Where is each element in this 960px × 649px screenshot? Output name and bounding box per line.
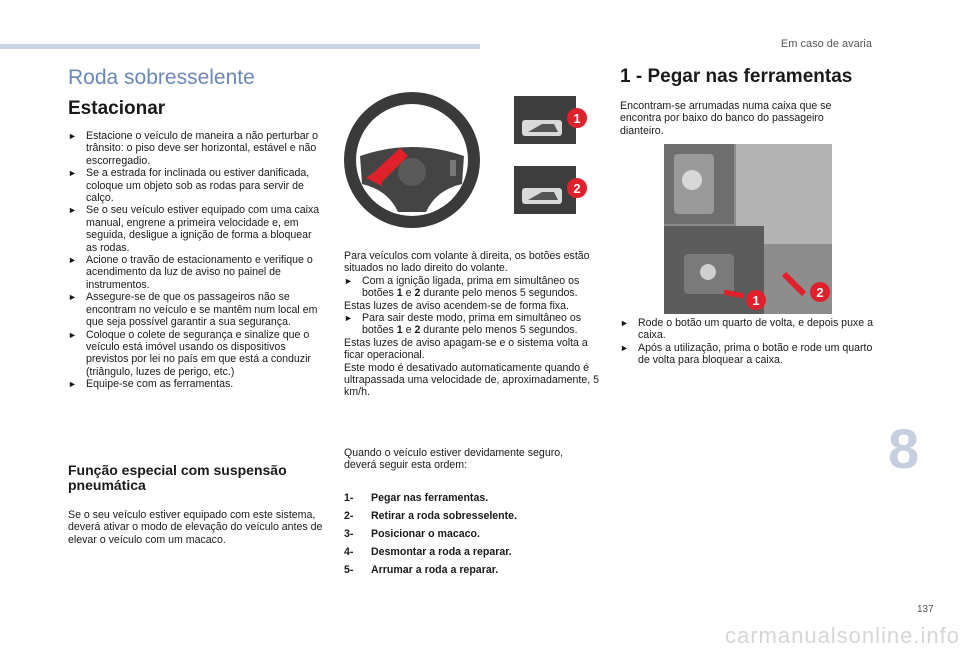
list-item: ► Rode o botão um quarto de volta, e depois puxe a caixa.: [620, 317, 873, 342]
suspension-mode-instructions: [344, 250, 602, 399]
paragraph: Para veículos com volante à direita, os botões estão situados no lado direito do volante.: [344, 250, 590, 275]
list-item: 3- Posicionar o macaco.: [344, 528, 480, 540]
bullet-icon: ►: [620, 318, 629, 328]
list-item: 1- Pegar nas ferramentas.: [344, 492, 489, 504]
order-intro: Quando o veículo estiver devidamente seguro, deverá seguir esta ordem:: [344, 447, 564, 472]
list-item: ► Para sair deste modo, prima em simultâneo os botões 1 e 2 durante pelo menos 5 segundos.: [344, 312, 582, 337]
list-item: ► Coloque o colete de segurança e sinalize que o veículo está imóvel usando os dispositivos previstos por lei no país em que está a conduzir (triângulo, luzes de perigo, etc.): [68, 328, 311, 378]
bullet-icon: ►: [620, 342, 629, 353]
top-accent-bar: [0, 44, 480, 49]
list-item: ► Após a utilização, prima o botão e rode um quarto de volta para bloquear a caixa.: [620, 341, 873, 367]
paragraph: Estas luzes de aviso apagam-se e o sistema volta a ficar operacional.: [344, 336, 588, 362]
list-item: ► Com a ignição ligada, prima em simultâneo os botões 1 e 2 durante pelo menos 5 segundos.: [344, 274, 580, 300]
air-suspension-text: Se o seu veículo estiver equipado com este sistema, deverá ativar o modo de elevação do veículo antes de elevar o veículo com um macaco.: [68, 509, 323, 546]
knob-icon: [682, 170, 702, 190]
chapter-number: 8: [888, 417, 920, 480]
paragraph: Este modo é desativado automaticamente quando é ultrapassada uma velocidade de, aproximadamente, 5 km/h.: [344, 361, 599, 399]
paragraph: Estas luzes de aviso acendem-se de forma fixa.: [344, 299, 569, 312]
bullet-icon: ►: [68, 329, 77, 340]
tools-intro: Encontram-se arrumadas numa caixa que se encontra por baixo do banco do passageiro dianteiro.: [620, 100, 832, 137]
watermark: carmanualsonline.info: [724, 623, 960, 648]
bullet-icon: ►: [344, 313, 353, 324]
section-header-label: Em caso de avaria: [780, 38, 872, 50]
svg-text:2: 2: [573, 181, 581, 196]
steering-wheel-illustration: [342, 72, 596, 240]
bullet-icon: ►: [68, 292, 77, 303]
bullet-icon: ►: [68, 255, 77, 266]
list-item: ► Equipe-se com as ferramentas.: [68, 378, 234, 391]
heading-tools: 1 - Pegar nas ferramentas: [620, 66, 853, 87]
bullet-icon: ►: [68, 205, 77, 216]
list-item: 2- Retirar a roda sobresselente.: [344, 510, 518, 522]
toolbox-instructions: [620, 317, 882, 367]
section-title: Roda sobresselente: [68, 66, 255, 89]
bullet-icon: ►: [68, 168, 77, 179]
list-item: 5- Arrumar a roda a reparar.: [344, 564, 499, 576]
list-item: ► Estacione o veículo de maneira a não perturbar o trânsito: o piso deve ser horizontal, estável e não escorregadio.: [68, 130, 319, 167]
steps-list: [344, 492, 517, 582]
list-item: ► Se a estrada for inclinada ou estiver danificada, coloque um objeto sob as rodas para servir de calço.: [68, 167, 310, 205]
bullet-icon: ►: [68, 131, 77, 141]
page-number: 137: [917, 604, 934, 615]
heading-air-suspension: Função especial com suspensão pneumática: [68, 462, 287, 493]
svg-text:1: 1: [573, 111, 581, 126]
list-item: ► Assegure-se de que os passageiros não se encontram no veículo e se mantêm num local em que seja possível garantir a sua segurança.: [68, 291, 318, 329]
toolbox-photo: [664, 144, 832, 314]
heading-estacionar: Estacionar: [68, 98, 166, 119]
svg-text:1: 1: [752, 293, 760, 308]
parking-instructions: [68, 130, 324, 391]
svg-text:2: 2: [816, 285, 824, 300]
list-item: 4- Desmontar a roda a reparar.: [344, 546, 512, 558]
bullet-icon: ►: [68, 379, 77, 390]
list-item: ► Se o seu veículo estiver equipado com uma caixa manual, engrene a primeira velocidade e, em seguida, desligue a ignição de forma a bloquear as rodas.: [68, 204, 320, 254]
list-item: ► Acione o travão de estacionamento e verifique o acendimento da luz de aviso no painel de instrumentos.: [68, 254, 313, 291]
bullet-icon: ►: [344, 275, 353, 286]
